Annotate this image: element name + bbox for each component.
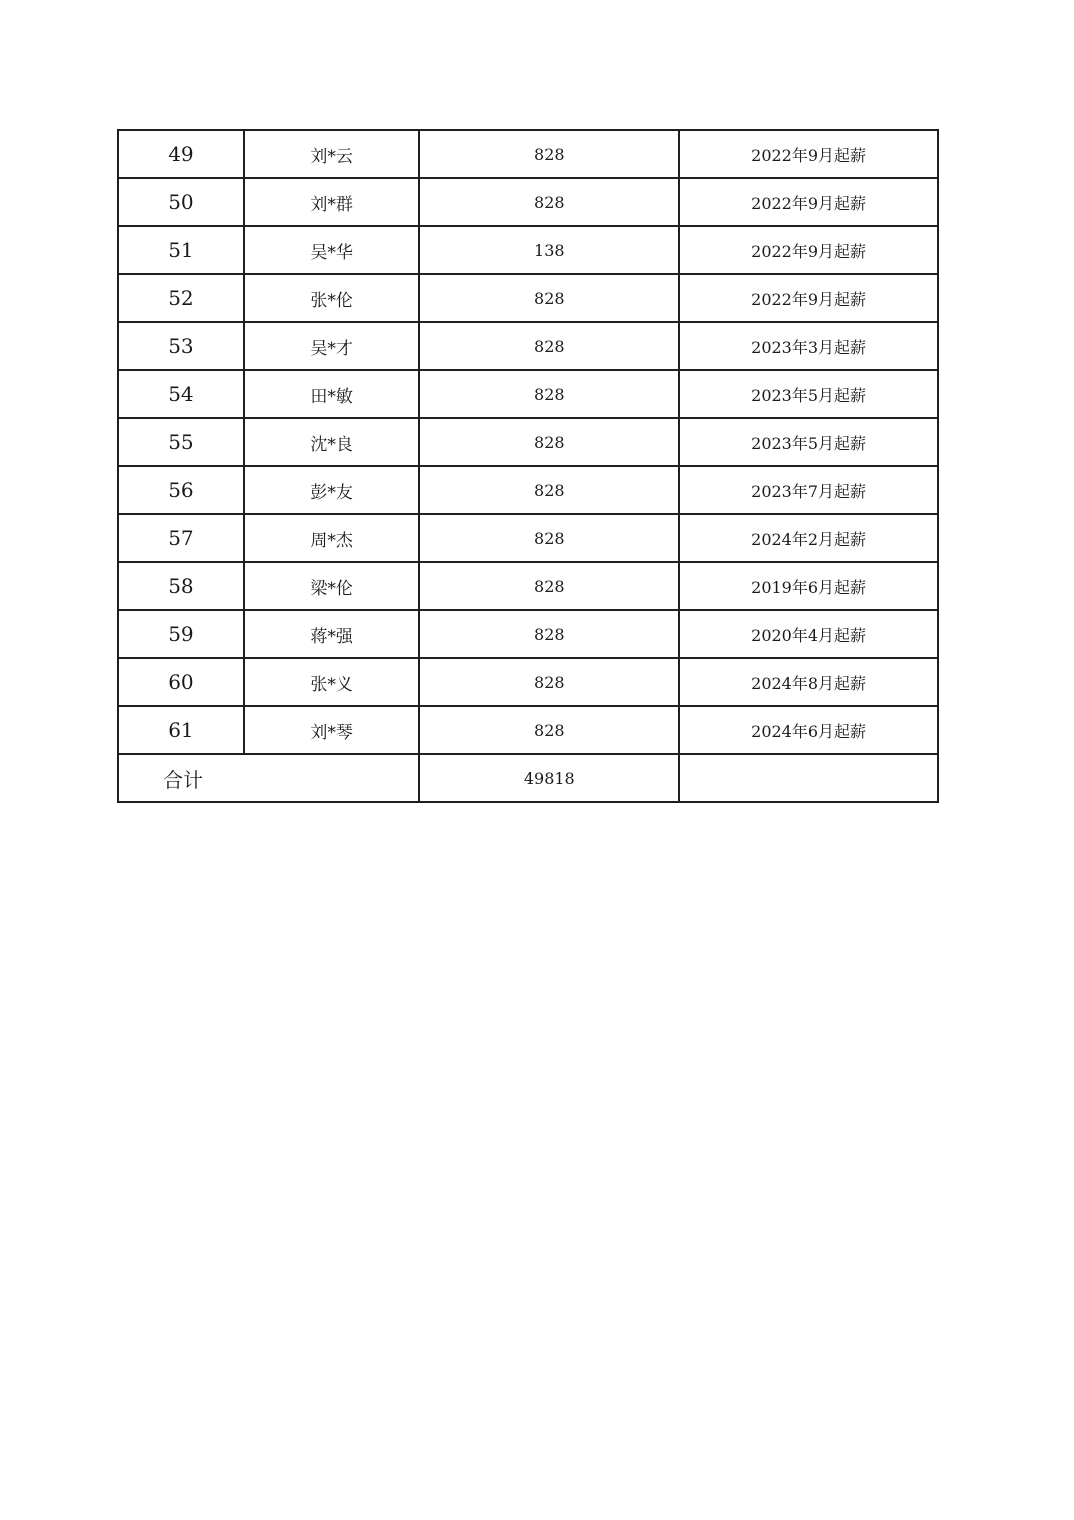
total-label: 合计 — [118, 754, 419, 802]
row-number: 52 — [118, 274, 244, 322]
person-name: 周*杰 — [244, 514, 420, 562]
person-name: 彭*友 — [244, 466, 420, 514]
person-name: 刘*琴 — [244, 706, 420, 754]
start-note: 2024年2月起薪 — [679, 514, 938, 562]
payroll-table — [117, 129, 939, 803]
amount: 828 — [419, 706, 679, 754]
table-row — [118, 322, 938, 370]
person-name: 张*义 — [244, 658, 420, 706]
amount: 828 — [419, 322, 679, 370]
row-number: 58 — [118, 562, 244, 610]
person-name: 刘*云 — [244, 130, 420, 178]
amount: 828 — [419, 130, 679, 178]
row-number: 49 — [118, 130, 244, 178]
person-name: 梁*伦 — [244, 562, 420, 610]
person-name: 沈*良 — [244, 418, 420, 466]
start-note: 2024年8月起薪 — [679, 658, 938, 706]
amount: 828 — [419, 658, 679, 706]
start-note: 2023年5月起薪 — [679, 418, 938, 466]
row-number: 56 — [118, 466, 244, 514]
row-number: 55 — [118, 418, 244, 466]
row-number: 57 — [118, 514, 244, 562]
amount: 828 — [419, 178, 679, 226]
amount: 828 — [419, 562, 679, 610]
table-row — [118, 466, 938, 514]
row-number: 60 — [118, 658, 244, 706]
row-number: 50 — [118, 178, 244, 226]
row-number: 59 — [118, 610, 244, 658]
start-note: 2019年6月起薪 — [679, 562, 938, 610]
person-name: 蒋*强 — [244, 610, 420, 658]
table-row — [118, 226, 938, 274]
table-row — [118, 370, 938, 418]
start-note: 2023年7月起薪 — [679, 466, 938, 514]
amount: 828 — [419, 466, 679, 514]
start-note: 2023年5月起薪 — [679, 370, 938, 418]
amount: 138 — [419, 226, 679, 274]
table-row — [118, 178, 938, 226]
amount: 828 — [419, 418, 679, 466]
table-row — [118, 706, 938, 754]
table-row — [118, 274, 938, 322]
person-name: 吴*华 — [244, 226, 420, 274]
row-number: 61 — [118, 706, 244, 754]
table-body — [118, 130, 938, 802]
start-note: 2020年4月起薪 — [679, 610, 938, 658]
table-row — [118, 658, 938, 706]
table-row — [118, 562, 938, 610]
table-row — [118, 514, 938, 562]
table-row — [118, 610, 938, 658]
start-note: 2022年9月起薪 — [679, 274, 938, 322]
row-number: 54 — [118, 370, 244, 418]
person-name: 吴*才 — [244, 322, 420, 370]
total-note — [679, 754, 938, 802]
start-note: 2022年9月起薪 — [679, 130, 938, 178]
amount: 828 — [419, 514, 679, 562]
total-row — [118, 754, 938, 802]
amount: 828 — [419, 370, 679, 418]
start-note: 2022年9月起薪 — [679, 226, 938, 274]
amount: 828 — [419, 274, 679, 322]
row-number: 53 — [118, 322, 244, 370]
start-note: 2023年3月起薪 — [679, 322, 938, 370]
person-name: 田*敏 — [244, 370, 420, 418]
table-row — [118, 418, 938, 466]
row-number: 51 — [118, 226, 244, 274]
table-row — [118, 130, 938, 178]
start-note: 2024年6月起薪 — [679, 706, 938, 754]
person-name: 刘*群 — [244, 178, 420, 226]
total-amount: 49818 — [419, 754, 679, 802]
amount: 828 — [419, 610, 679, 658]
person-name: 张*伦 — [244, 274, 420, 322]
start-note: 2022年9月起薪 — [679, 178, 938, 226]
